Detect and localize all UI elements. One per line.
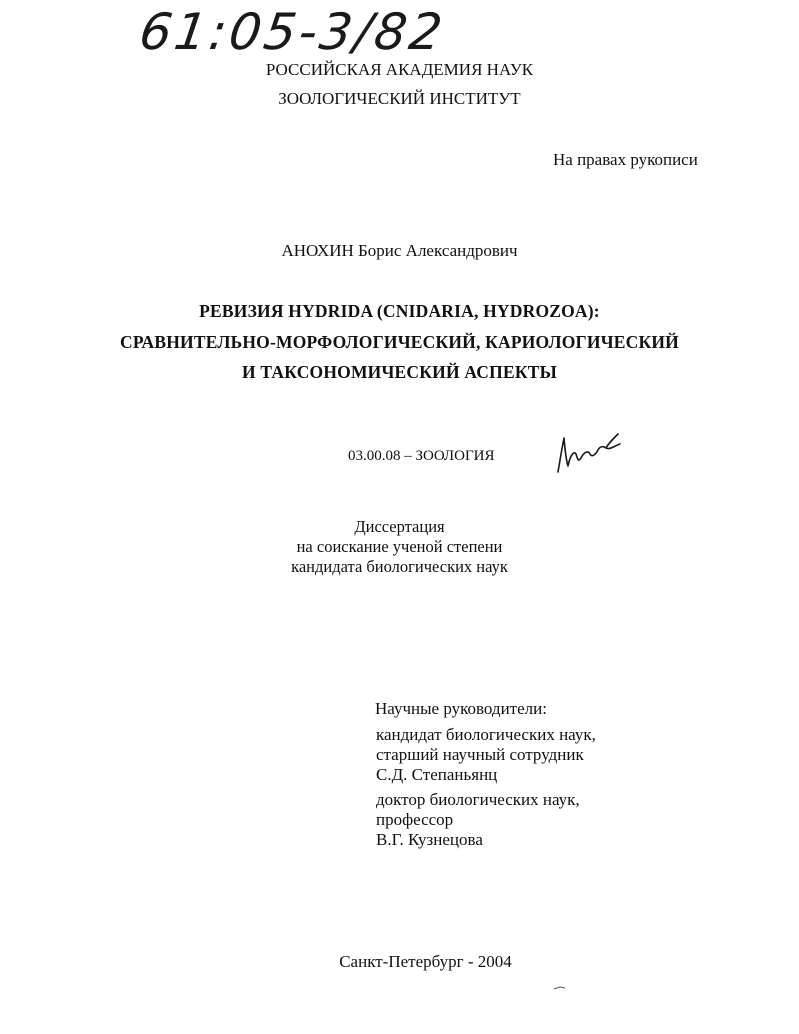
degree-purpose: на соискание ученой степени [296,537,503,556]
specialty-code: 03.00.08 – ЗООЛОГИЯ [348,448,495,464]
supervisors-heading: Научные руководители: [375,699,547,718]
degree-name: кандидата биологических наук [291,557,508,576]
title-line-3: И ТАКСОНОМИЧЕСКИЙ АСПЕКТЫ [242,362,557,382]
supervisor-2-name: В.Г. Кузнецова [376,830,483,849]
supervisor-1-name: С.Д. Степаньянц [376,765,498,784]
supervisor-2-position: профессор [376,810,454,829]
archive-number-handwritten: 61:05-3/82 [135,3,449,61]
supervisor-1-degree: кандидат биологических наук, [376,725,596,744]
author-name: АНОХИН Борис Александрович [281,241,518,260]
supervisor-1-position: старший научный сотрудник [376,745,584,764]
title-line-2: СРАВНИТЕЛЬНО-МОРФОЛОГИЧЕСКИЙ, КАРИОЛОГИЧЕСКИЙ [120,332,679,352]
dissertation-type: Диссертация [354,517,445,536]
manuscript-rights-note: На правах рукописи [553,150,698,169]
scan-mark [553,985,567,991]
title-line-1: РЕВИЗИЯ HYDRIDA (CNIDARIA, HYDROZOA): [199,301,600,321]
place-and-year: Санкт-Петербург - 2004 [339,952,512,971]
institute-name: ЗООЛОГИЧЕСКИЙ ИНСТИТУТ [278,89,521,108]
academy-name: РОССИЙСКАЯ АКАДЕМИЯ НАУК [265,60,534,79]
supervisor-2-degree: доктор биологических наук, [376,790,580,809]
handwritten-signature [548,420,628,480]
